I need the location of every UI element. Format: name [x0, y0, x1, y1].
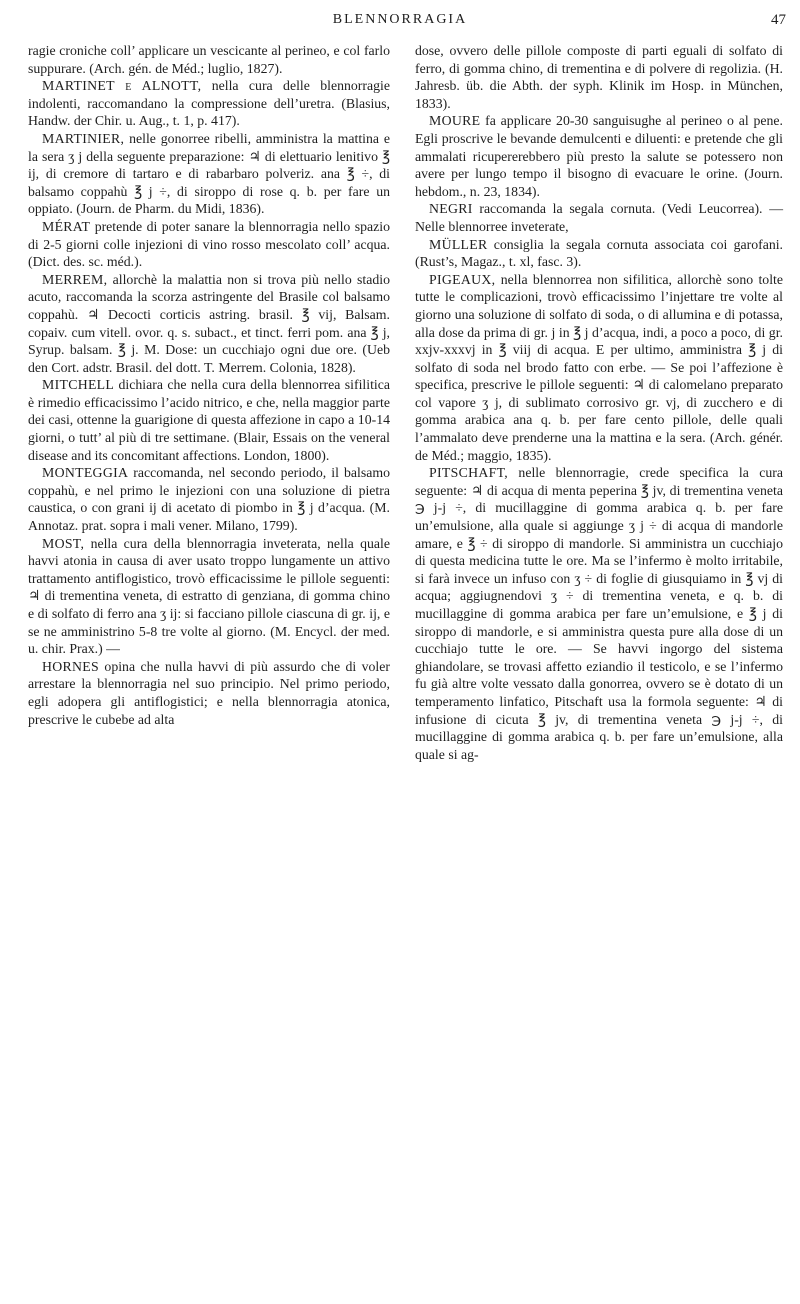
author-name: MOST, — [42, 535, 85, 551]
paragraph — [415, 464, 783, 763]
paragraph — [28, 658, 390, 728]
paragraph-text: dichiara che nella cura della blennorrea sifilitica è rimedio efficacissimo l’acido nitrico, e che, nella maggior parte dei casi, ottenne la guarigione di questa affezione in capo a 10-14 giorni, o tutt’ al più di tre settimane. (Blair, Essais on the veneral disease and its concomitant affections. London, 1800). — [28, 377, 390, 463]
author-name: MARTINIER, — [42, 130, 125, 146]
paragraph — [28, 218, 390, 271]
paragraph — [28, 42, 390, 77]
paragraph-text: raccomanda la segala cornuta. (Vedi Leucorrea). — Nelle blennorree inveterate, — [415, 201, 783, 234]
paragraph-text: consiglia la segala cornuta associata coi garofani. (Rust’s, Magaz., t. xl, fasc. 3). — [415, 236, 783, 270]
paragraph — [415, 200, 783, 235]
author-name: MÉRAT — [42, 218, 91, 234]
author-name: MARTINET e ALNOTT, — [42, 78, 202, 94]
paragraph — [415, 236, 783, 271]
paragraph-text: raccomanda, nel secondo periodo, il balsamo coppahù, e nel primo le injezioni con una soluzione di pietra caustica, o con grani ij di acetato di piombo in ℥ j d’acqua. (M. Annotaz. prat. sopra i mali vener. Milano, 1799). — [28, 465, 390, 534]
paragraph-text: opina che nulla havvi di più assurdo che di voler arrestare la blennorragia nel suo principio. Nel primo periodo, egli adopera gli antiflogistici; e nella blennorragia atonica, prescrive le cubebe ad alta — [28, 658, 390, 727]
paragraph — [28, 464, 390, 534]
author-name: MERREM, — [42, 271, 108, 287]
paragraph-text: ragie croniche coll’ applicare un vescicante al perineo, e col farlo suppurare. (Arch. gén. de Méd.; luglio, 1827). — [28, 43, 390, 76]
page-header — [0, 12, 800, 36]
paragraph — [28, 130, 390, 218]
running-title: BLENNORRAGIA — [332, 12, 468, 27]
author-name: PITSCHAFT, — [429, 465, 509, 481]
paragraph-text: allorchè la malattia non si trova più nello stadio acuto, raccomanda la scorza astringente del Brasile col balsamo coppahù. ♃ Decocti corticis astring. brasil. ℥ vij, Balsam. copaiv. cum vitell. ovor. q. s. subact., et tinct. ferri pom. ana ℥ j, Syrup. balsam. ℥ j. M. Dose: un cucchiajo ogni due ore. (Ueb den Cort. adstr. Brasil. del dott. T. Merrem. Colonia, 1828). — [28, 271, 390, 375]
paragraph — [28, 77, 390, 130]
paragraph — [415, 42, 783, 112]
paragraph — [28, 376, 390, 464]
right-column — [415, 42, 783, 763]
author-name: MÜLLER — [429, 236, 488, 252]
author-name: MITCHELL — [42, 377, 115, 393]
paragraph-text: nelle gonorree ribelli, amministra la mattina e la sera ʒ j della seguente preparazione: ♃ di elettuario lenitivo ℥ ij, di cremore di tartaro e di rabarbaro polveriz. ana ℥ ÷, di balsamo coppahù ℥ j ÷, di siroppo di rose q. b. per fare un oppiato. (Journ. de Pharm. du Midi, 1836). — [28, 130, 390, 217]
author-name: MOURE — [429, 113, 481, 129]
paragraph-text: nelle blennorragie, crede specifica la cura seguente: ♃ di acqua di menta peperina ℥ jv, di trementina veneta ℈ j-j ÷, di mucillaggine di gomma arabica q. b. per fare un’emulsione, alla quale si aggiunge ʒ j ÷ di acqua di mandorle amare, e ℥ ÷ di siroppo di mandorle. Si amministra un cucchiajo di questa medicina tutte le ore. Ma se l’infermo è molto irritabile, si farà invece un infuso con ʒ ÷ di foglie di giusquiamo in ℥ vj di acqua; aggiugnendovi ʒ ÷ di trementina veneta, e q. b. di mucillaggine di gomma arabica per fare un’emulsione, e ℥ j di siroppo di mandorle, e si amministra questa pure alla dose di un cucchiajo tutte le ore. — Se havvi ingorgo del sistema ghiandolare, se trovasi affetto eziandio il testicolo, e se l’infermo fu già altre volte vessato dalla gonorrea, ovvero se è dotato di un temperamento linfatico, Pitschaft usa la formola seguente: ♃ di infusione di cicuta ℥ jv, di trementina veneta ℈ j-j ÷, di mucillaggine di gomma arabica q. b. per fare un’emulsione, alla quale si ag- — [415, 465, 783, 762]
author-name: HORNES — [42, 658, 99, 674]
page-number: 47 — [771, 12, 786, 28]
author-name: NEGRI — [429, 201, 473, 217]
paragraph — [28, 535, 390, 658]
author-name: PIGEAUX, — [429, 271, 496, 287]
paragraph-text: nella blennorrea non sifilitica, allorchè sono tolte tutte le complicazioni, trovò efficacissimo l’injettare tre volte al giorno una soluzione di solfato di soda, o di allumina e di potassa, alla dose da prima di gr. j in ℥ j d’acqua, indi, a poco a poco, di gr. xxjv-xxxvj in ℥ viij di acqua. E per ultimo, amministra ℥ j di solfato di soda nel brodo fatto con erbe. — Se poi l’affezione è specifica, prescrive le pillole seguenti: ♃ di calomelano preparato col vapore ʒ j, di sublimato corrosivo gr. vj, di zucchero e di gomma arabica ana q. b. per fare cento pillole, delle quali l’ammalato deve prenderne una la mattina e la sera. (Arch. génér. de Méd.; maggio, 1835). — [415, 271, 783, 463]
paragraph — [28, 271, 390, 377]
paragraph-text: dose, ovvero delle pillole composte di parti eguali di solfato di ferro, di gomma chino, di trementina e di polvere di regolizia. (H. Jahresb. üb. die Abth. der syph. Klinik im Hosp. in München, 1833). — [415, 43, 783, 111]
paragraph-text: pretende di poter sanare la blennorragia nello spazio di 2-5 giorni colle injezioni di vino rosso mescolato coll’ acqua. (Dict. des. sc. méd.). — [28, 218, 390, 270]
paragraph — [415, 112, 783, 200]
paragraph-text: nella cura della blennorragia inveterata, nella quale havvi atonia in causa di aver usato troppo lungamente un attivo trattamento antiflogistico, trovò efficacissime le pillole seguenti: ♃ di trementina veneta, di estratto di genziana, di gomma chino e di solfato di ferro ana ʒ ij: si facciano pillole ciascuna di gr. ij, e se ne amministrino 5-8 tre volte al giorno. (M. Encycl. der med. u. chir. Prax.) — — [28, 535, 390, 657]
author-name: MONTEGGIA — [42, 465, 129, 481]
paragraph-text: nella cura delle blennorragie indolenti, raccomandano la compressione dell’uretra. (Blasius, Handw. der Chir. u. Aug., t. 1, p. 417). — [28, 78, 390, 129]
paragraph-text: fa applicare 20-30 sanguisughe al perineo o al pene. Egli proscrive le bevande demulcenti e diluenti: e pretende che gli ammalati ricupererebbero più presto la salute se potessero non avere per lungo tempo il bisogno di evacuare le orine. (Journ. hebdom., n. 23, 1834). — [415, 113, 783, 199]
paragraph — [415, 271, 783, 465]
left-column — [28, 42, 390, 728]
